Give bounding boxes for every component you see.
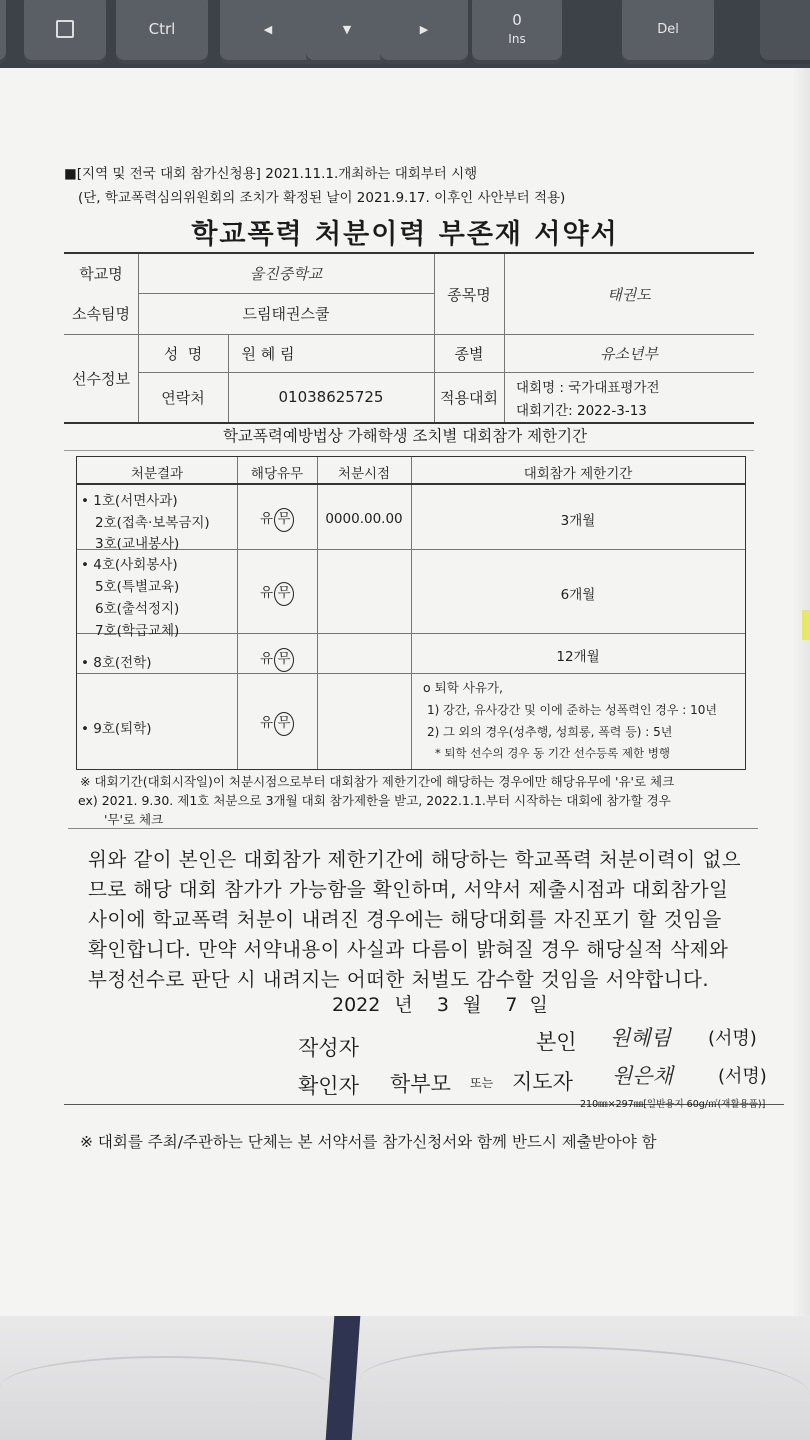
category-value: 유소년부 xyxy=(600,344,658,363)
athlete-info-label: 선수정보 xyxy=(72,369,130,388)
row4-period-line-4: * 퇴학 선수의 경우 동 기간 선수등록 제한 병행 xyxy=(435,746,670,760)
event-name: 대회명 : 국가대표평가전 xyxy=(516,380,660,396)
self-signature: (서명) xyxy=(708,1028,757,1049)
fabric-background xyxy=(0,1316,810,1440)
category-label: 종별 xyxy=(454,344,484,363)
event-label: 적용대회 xyxy=(440,388,498,407)
row4-item-1: • 9호(퇴학) xyxy=(81,721,152,737)
school-label: 학교명 xyxy=(79,265,123,283)
header-line-1: ■[지역 및 전국 대회 참가신청용] 2021.11.1.개최하는 대회부터 시행 xyxy=(64,166,478,182)
row3-item-1: • 8호(전학) xyxy=(81,655,152,671)
footer-note: ※ 대회를 주최/주관하는 단체는 본 서약서를 참가신청서와 함께 반드시 제출받아야 함 xyxy=(80,1133,657,1151)
sticky-note-edge xyxy=(802,610,810,640)
row4-applicable: 유 무 xyxy=(237,711,317,736)
row3-no-circled: 무 xyxy=(274,648,294,672)
row4-period-line-3: 2) 그 외의 경우(성추행, 성희롱, 폭력 등) : 5년 xyxy=(427,725,673,739)
note-2: ex) 2021. 9.30. 제1호 처분으로 3개월 대회 참가제한을 받고, 2022.1.1.부터 시작하는 대회에 참가할 경우 xyxy=(78,793,671,808)
ins-key: 0 Ins xyxy=(472,0,562,64)
name-label: 성 명 xyxy=(163,344,203,363)
school-value: 울진중학교 xyxy=(249,265,323,283)
restriction-subtitle: 학교폭력예방법상 가해학생 조치별 대회참가 제한기간 xyxy=(222,427,588,445)
row2-period: 6개월 xyxy=(560,587,596,603)
contact-label: 연락처 xyxy=(161,388,205,407)
down-arrow-key xyxy=(306,0,388,64)
row2-item-4: 7호(학급교체) xyxy=(95,623,180,639)
info-table xyxy=(64,252,754,424)
row2-item-1: • 4호(사회봉사) xyxy=(81,557,178,573)
del-key: Del xyxy=(622,0,714,64)
row4-period-line-1: o 퇴학 사유가, xyxy=(423,680,503,695)
or-label: 또는 xyxy=(470,1076,494,1090)
coach-handwritten-name: 원은채 xyxy=(612,1064,673,1088)
pledge-line-4: 확인합니다. 만약 서약내용이 사실과 다름이 밝혀질 경우 해당실적 삭제와 xyxy=(88,938,729,961)
pledge-line-1: 위와 같이 본인은 대회참가 제한기간에 해당하는 학교폭력 처분이력이 없으 xyxy=(88,848,742,871)
header-result: 처분결과 xyxy=(130,466,184,482)
row1-item-1: • 1호(서면사과) xyxy=(81,493,178,509)
pledge-date: 2022 년 3 월 7 일 xyxy=(332,994,548,1016)
sport-value: 태권도 xyxy=(607,285,651,304)
coach-signature: (서명) xyxy=(718,1066,767,1087)
keyboard-key-edge xyxy=(0,0,6,64)
paper-spec: 210㎜×297㎜[일반용지 60g/㎡(재활용품)] xyxy=(580,1099,766,1110)
down-arrow-icon: ▼ xyxy=(342,22,352,36)
team-value: 드림태권스쿨 xyxy=(242,305,330,323)
keyboard-key-edge-right xyxy=(760,0,810,64)
pledge-line-5: 부정선수로 판단 시 내려지는 어떠한 처벌도 감수할 것임을 서약합니다. xyxy=(88,968,710,991)
right-arrow-key xyxy=(380,0,468,64)
document-title: 학교폭력 처분이력 부존재 서약서 xyxy=(191,219,619,250)
pledge-line-3: 사이에 학교폭력 처분이 내려진 경우에는 해당대회를 자진포기 할 것임을 xyxy=(88,908,722,931)
menu-key-icon xyxy=(56,20,74,38)
restriction-table xyxy=(76,456,746,770)
row1-date: 0000.00.00 xyxy=(325,511,403,527)
header-line-2: (단, 학교폭력심의위원회의 조치가 확정된 날이 2021.9.17. 이후인 사안부터 적용) xyxy=(78,190,566,206)
row2-no-circled: 무 xyxy=(274,582,294,606)
row4-period-line-2: 1) 강간, 유사강간 및 이에 준하는 성폭력인 경우 : 10년 xyxy=(427,703,718,717)
row2-item-3: 6호(출석정지) xyxy=(95,601,180,617)
row1-no-circled: 무 xyxy=(274,508,294,532)
paper-shadow xyxy=(792,68,810,1316)
contact-value: 01038625725 xyxy=(278,388,384,406)
sport-label: 종목명 xyxy=(447,285,491,304)
ctrl-key: Ctrl xyxy=(116,0,208,64)
row1-item-2: 2호(접촉·보복금지) xyxy=(95,515,210,531)
fabric-fold-left xyxy=(0,1356,330,1418)
right-arrow-icon: ▶ xyxy=(419,22,429,36)
left-arrow-icon: ◀ xyxy=(263,22,273,36)
self-handwritten-name: 원혜림 xyxy=(610,1026,671,1050)
row3-period: 12개월 xyxy=(556,649,600,665)
note-3: '무'로 체크 xyxy=(104,812,164,827)
header-date: 처분시점 xyxy=(337,466,391,482)
coach-label: 지도자 xyxy=(512,1070,573,1094)
fabric-stripe xyxy=(326,1316,361,1440)
header-applicable: 해당유무 xyxy=(250,466,304,482)
divider xyxy=(68,828,758,829)
self-label: 본인 xyxy=(536,1030,577,1054)
row1-item-3: 3호(교내봉사) xyxy=(95,536,180,552)
row1-applicable: 유 무 xyxy=(237,507,317,532)
writer-label: 작성자 xyxy=(298,1036,359,1060)
parent-label: 학부모 xyxy=(390,1072,451,1096)
confirmer-label: 확인자 xyxy=(298,1074,359,1098)
team-label: 소속팀명 xyxy=(72,305,130,323)
fabric-fold-right xyxy=(360,1346,810,1428)
pledge-line-2: 므로 해당 대회 참가가 가능함을 확인하며, 서약서 제출시점과 대회참가일 xyxy=(88,878,729,901)
name-value: 원 혜 림 xyxy=(241,344,295,363)
left-arrow-key xyxy=(220,0,316,64)
row3-applicable: 유 무 xyxy=(237,647,317,672)
header-period: 대회참가 제한기간 xyxy=(523,466,633,482)
row2-applicable: 유 무 xyxy=(237,581,317,606)
row1-period: 3개월 xyxy=(560,513,596,529)
event-date: 대회기간: 2022-3-13 xyxy=(516,403,647,419)
row2-item-2: 5호(특별교육) xyxy=(95,579,180,595)
menu-key xyxy=(24,0,106,64)
row4-no-circled: 무 xyxy=(274,712,294,736)
note-1: ※ 대회기간(대회시작일)이 처분시점으로부터 대회참가 제한기간에 해당하는 경우에만 해당유무에 '유'로 체크 xyxy=(80,774,675,789)
